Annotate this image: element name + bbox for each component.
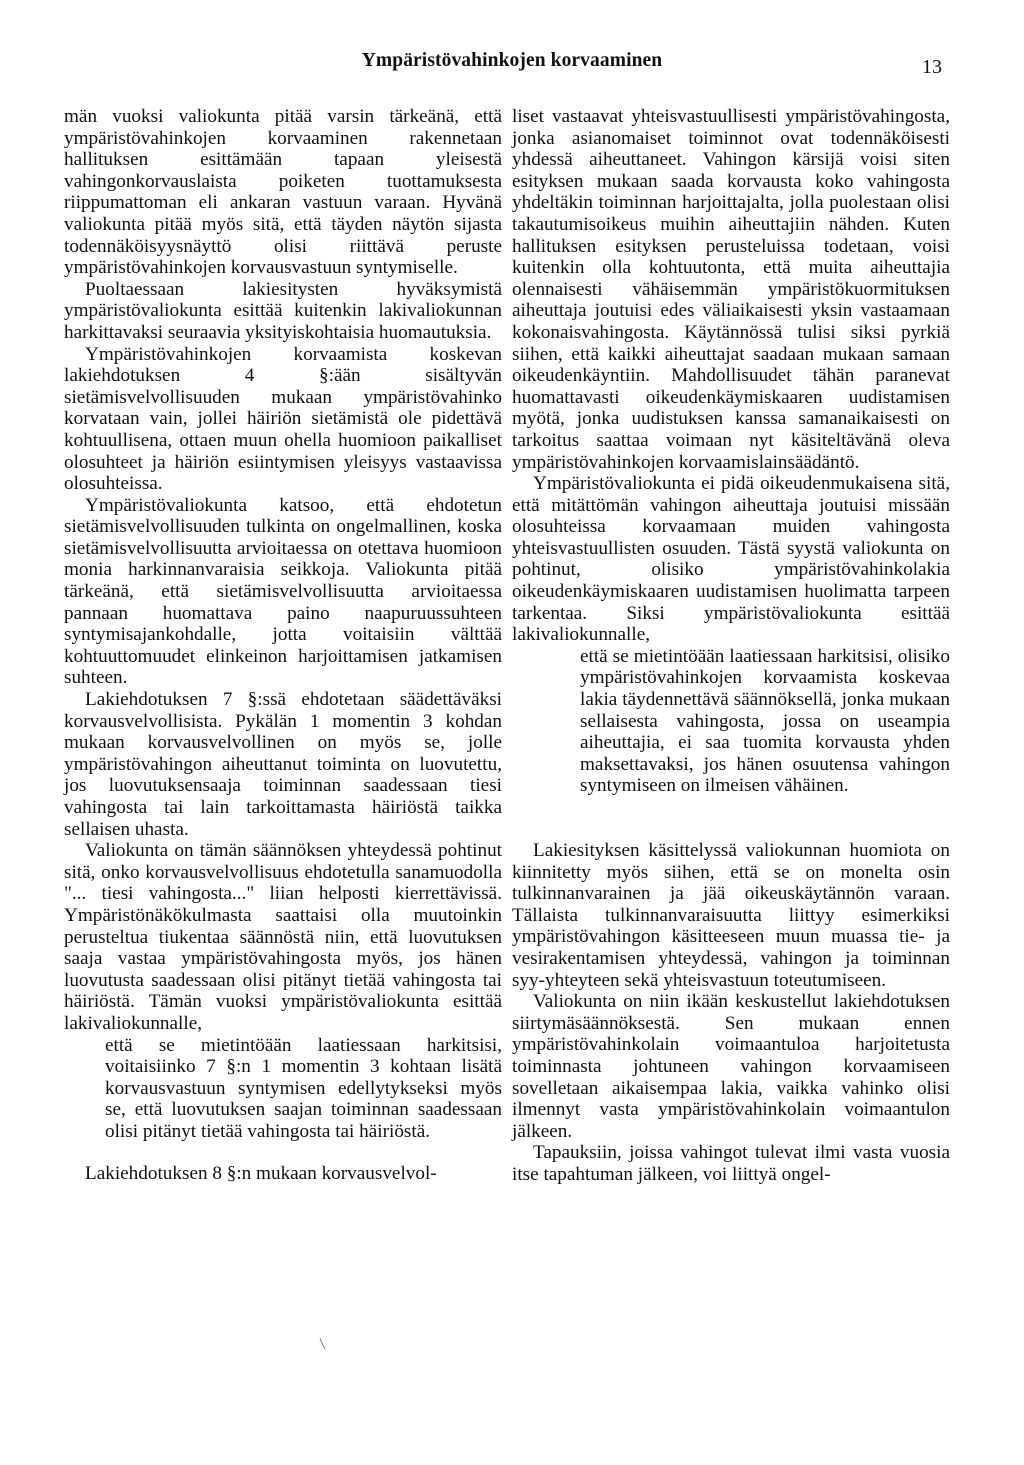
paragraph: Lakiehdotuksen 8 §:n mukaan korvausvelvol- bbox=[85, 1162, 437, 1184]
paragraph: liset vastaavat yhteisvastuullisesti ympäristövahingosta, jonka asianomaiset toiminnot ovat todennäköisesti yhdessä aiheuttaneet. Vahingon kärsijä voisi siten esityksen mukaan saada korvausta koko vahingosta yhdeltäkin toiminnan harjoittajalta, jolla puolestaan olisi takautumisoikeus muihin aiheuttajiin nähden. Kuten hallituksen esityksen perusteluissa todetaan, voisi kuitenkin olla kohtuutonta, että muita aiheuttajia olennaisesti vähäisemmän ympäristökuormituksen aiheuttaja joutuisi edes väliaikaisesti yksin vastaamaan kokonaisvahingosta. Käytännössä tulisi siksi pyrkiä siihen, että kaikki aiheuttajat saadaan mukaan samaan oikeudenkäyntiin. Mahdollisuudet tähän paranevat huomattavasti oikeudenkäymiskaaren uudistamisen myötä, jonka uudistuksen kanssa samanaikaisesti on tarkoitus saattaa voimaan nyt käsiteltävänä oleva ympäristövahinkojen korvaamislainsäädäntö. bbox=[512, 106, 950, 473]
scan-artifact-mark bbox=[320, 1338, 326, 1349]
left-column bbox=[64, 106, 502, 1184]
paragraph: Lakiesityksen käsittelyssä valiokunnan huomiota on kiinnitetty myös siihen, että se on monelta osin tulkinnanvarainen ja jää oikeuskäytännön varaan. Tällaista tulkinnanvaraisuutta liittyy esimerkiksi ympäristövahingon käsitteeseen muun muassa tie- ja vesirakentamisen yhteydessä, vahingon ja toiminnan syy-yhteyteen sekä yhteisvastuun toteutumiseen. bbox=[512, 840, 950, 991]
paragraph: Puoltaessaan lakiesitysten hyväksymistä ympäristövaliokunta esittää kuitenkin lakivaliokunnan harkittavaksi seuraavia yksityiskohtaisia huomautuksia. bbox=[64, 278, 502, 343]
paragraph: Ympäristövahinkojen korvaamista koskevan lakiehdotuksen 4 §:ään sisältyvän sietämisvelvollisuuden mukaan ympäristövahinko korvataan vain, jollei häiriön sietämistä ole pidettävä kohtuullisena, ottaen muun ohella huomioon paikalliset olosuhteet ja häiriön esiintymisen yleisyys vastaavissa olosuhteissa. bbox=[64, 343, 502, 495]
page-header-title: Ympäristövahinkojen korvaaminen bbox=[361, 50, 663, 71]
paragraph: Valiokunta on tämän säännöksen yhteydessä pohtinut sitä, onko korvausvelvollisuus ehdotetulla sanamuodolla "... tiesi vahingosta..." liian helposti kierrettävissä. Ympäristönäkökulmasta saattaisi olla muutoinkin perusteltua tiukentaa säännöstä niin, että luovutuksen saaja vastaa ympäristövahingosta myös, jos hänen luovutusta saadessaan olisi pitänyt tietää vahingosta tai häiriöstä. Tämän vuoksi ympäristövaliokunta esittää lakivaliokunnalle, bbox=[64, 840, 502, 1034]
paragraph: Ympäristövaliokunta ei pidä oikeudenmukaisena sitä, että mitättömän vahingon aiheuttaja joutuisi missään olosuhteissa korvaamaan muiden vahingosta yhteisvastuullisten osuuden. Tästä syystä valiokunta on pohtinut, olisiko ympäristövahinkolakia oikeudenkäymiskaaren uudistamisen huolimatta tarpeen tarkentaa. Siksi ympäristövaliokunta esittää lakivaliokunnalle, bbox=[512, 473, 950, 646]
page-number: 13 bbox=[922, 56, 942, 78]
proposal-quote: että se mietintöään laatiessaan harkitsisi, olisiko ympäristövahinkojen korvaamista koskevaa lakia täydennettävä säännöksellä, jonka mukaan sellaisesta vahingosta, jossa on useampia aiheuttajia, ei saa tuomita korvausta yhden maksettavaksi, jos hänen osuutensa vahingon syntymiseen on ilmeisen vähäinen. bbox=[580, 645, 950, 797]
paragraph: Ympäristövaliokunta katsoo, että ehdotetun sietämisvelvollisuuden tulkinta on ongelmallinen, koska sietämisvelvollisuutta arvioitaessa on otettava huomioon monia harkinnanvaraisia seikkoja. Valiokunta pitää tärkeänä, että sietämisvelvollisuutta arvioitaessa pannaan huomattava paino naapuruussuhteen syntymisajankohdalle, jotta voitaisiin välttää kohtuuttomuudet elinkeinon harjoittamisen jatkamisen suhteen. bbox=[64, 494, 502, 689]
paragraph: Lakiehdotuksen 7 §:ssä ehdotetaan säädettäväksi korvausvelvollisista. Pykälän 1 momentin 3 kohdan mukaan korvausvelvollinen on myös se, jolle ympäristövahingon aiheuttanut toiminta on luovutettu, jos luovutuksensaaja toiminnan saadessaan tiesi vahingosta tai lain tarkoittamasta häiriöstä taikka sellaisen uhasta. bbox=[64, 689, 502, 840]
paragraph: Valiokunta on niin ikään keskustellut lakiehdotuksen siirtymäsäännöksestä. Sen mukaan ennen ympäristövahinkolain voimaantuloa harjoitetusta toiminnasta johtuneen vahingon korvaamiseen sovelletaan aikaisempaa lakia, vaikka vahinko olisi ilmennyt vasta ympäristövahinkolain voimaantulon jälkeen. bbox=[512, 991, 950, 1142]
paragraph: män vuoksi valiokunta pitää varsin tärkeänä, että ympäristövahinkojen korvaaminen rakennetaan hallituksen esittämään tapaan yleisestä vahingonkorvauslaista poiketen tuottamuksesta riippumattoman eli ankaran vastuun varaan. Hyvänä valiokunta pitää myös sitä, että täyden näytön sijasta todennäköisyysnäyttö olisi riittävä peruste ympäristövahinkojen korvausvastuun syntymiselle. bbox=[64, 106, 502, 279]
right-column bbox=[512, 106, 950, 1186]
paragraph: Tapauksiin, joissa vahingot tulevat ilmi vasta vuosia itse tapahtuman jälkeen, voi liittyä ongel- bbox=[512, 1142, 950, 1185]
proposal-quote: että se mietintöään laatiessaan harkitsisi, voitaisiinko 7 §:n 1 momentin 3 kohtaan lisätä korvausvastuun syntymisen edellytykseksi myös se, että luovutuksen saajan toiminnan saadessaan olisi pitänyt tietää vahingosta tai häiriöstä. bbox=[105, 1034, 502, 1142]
